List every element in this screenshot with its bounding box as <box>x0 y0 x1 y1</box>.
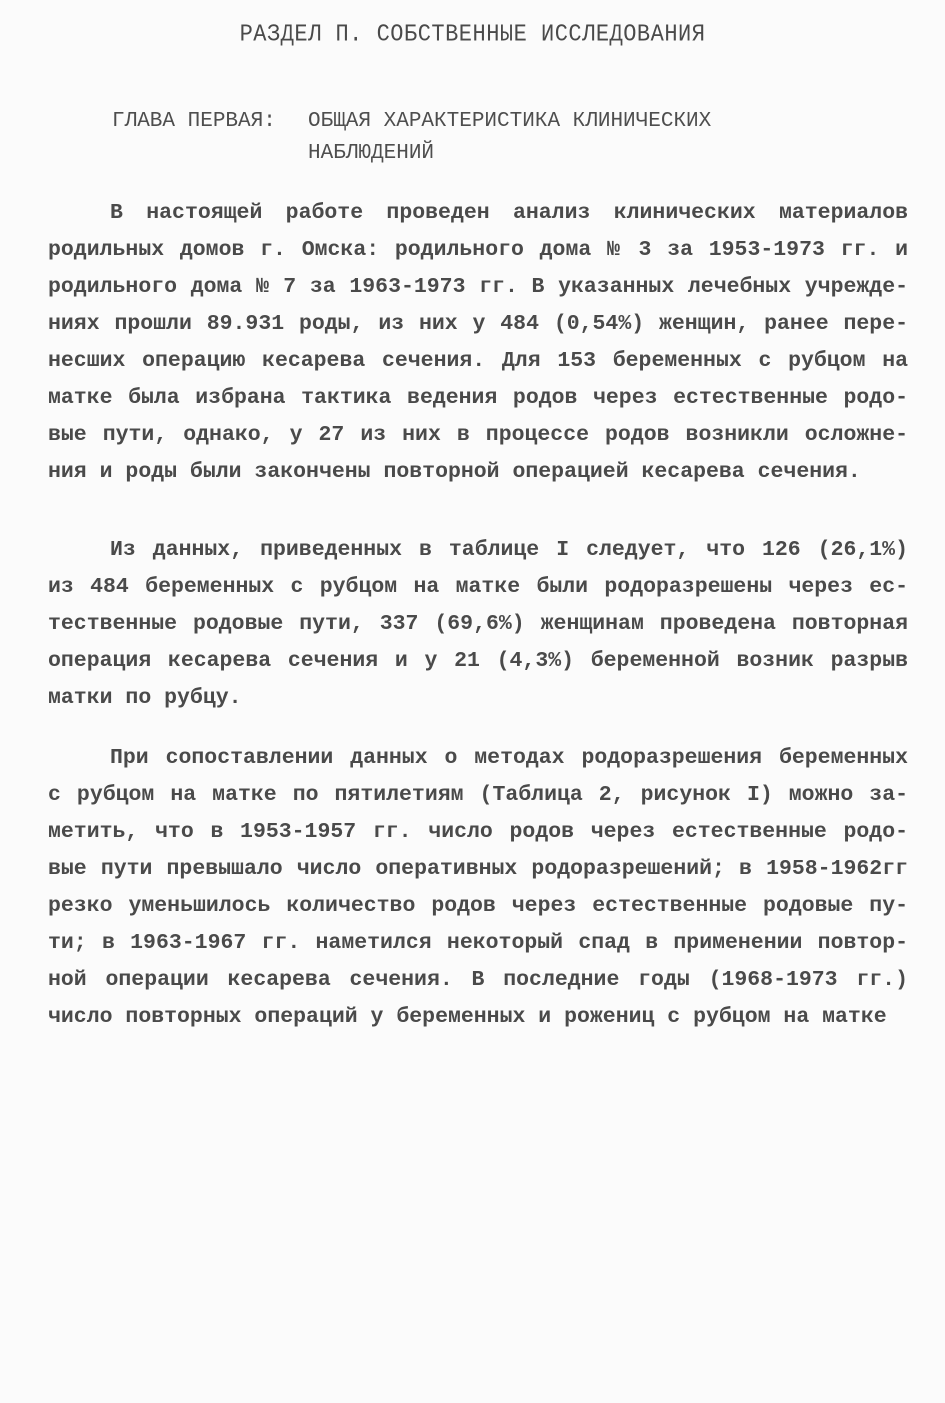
paragraph-3 <box>48 740 908 1036</box>
text-line: метить, что в 1953-1957 гг. число родов через естественные родо- <box>48 820 908 844</box>
text-line: При сопоставлении данных о методах родоразрешения беременных <box>110 746 908 770</box>
text-line: несших операцию кесарева сечения. Для 153 беременных с рубцом на <box>48 349 908 373</box>
section-title: РАЗДЕЛ П. СОБСТВЕННЫЕ ИССЛЕДОВАНИЯ <box>239 21 706 48</box>
paragraph-2 <box>48 532 908 717</box>
text-line: родильного дома № 7 за 1963-1973 гг. В указанных лечебных учрежде- <box>48 275 908 299</box>
text-line: ти; в 1963-1967 гг. наметился некоторый спад в применении повтор- <box>48 931 908 955</box>
text-line: родильных домов г. Омска: родильного дома № 3 за 1953-1973 гг. и <box>48 238 908 262</box>
text-line: число повторных операций у беременных и рожениц с рубцом на матке <box>48 1005 887 1029</box>
text-line: В настоящей работе проведен анализ клинических материалов <box>110 201 908 225</box>
text-line: резко уменьшилось количество родов через естественные родовые пу- <box>48 894 908 918</box>
chapter-label: ГЛАВА ПЕРВАЯ: <box>112 110 276 133</box>
text-line: вые пути превышало число оперативных родоразрешений; в 1958-1962гг <box>48 857 908 881</box>
text-line: ниях прошли 89.931 роды, из них у 484 (0,54%) женщин, ранее пере- <box>48 312 908 336</box>
text-line: ной операции кесарева сечения. В последние годы (1968-1973 гг.) <box>48 968 908 992</box>
text-line: тественные родовые пути, 337 (69,6%) женщинам проведена повторная <box>48 612 908 636</box>
text-line: Из данных, приведенных в таблице I следует, что 126 (26,1%) <box>110 538 908 562</box>
text-line: ния и роды были закончены повторной операцией кесарева сечения. <box>48 460 861 484</box>
chapter-title-line-2: НАБЛЮДЕНИЙ <box>308 142 435 165</box>
text-line: вые пути, однако, у 27 из них в процессе родов возникли осложне- <box>48 423 908 447</box>
text-line: операция кесарева сечения и у 21 (4,3%) беременной возник разрыв <box>48 649 908 673</box>
chapter-title-line-1: ОБЩАЯ ХАРАКТЕРИСТИКА КЛИНИЧЕСКИХ <box>308 110 712 133</box>
chapter-heading <box>112 106 872 170</box>
text-line: матке была избрана тактика ведения родов через естественные родо- <box>48 386 908 410</box>
text-line: из 484 беременных с рубцом на матке были родоразрешены через ес- <box>48 575 908 599</box>
chapter-title <box>308 106 828 170</box>
text-line: с рубцом на матке по пятилетиям (Таблица 2, рисунок I) можно за- <box>48 783 908 807</box>
text-line: матки по рубцу. <box>48 686 242 710</box>
paragraph-1 <box>48 195 908 491</box>
